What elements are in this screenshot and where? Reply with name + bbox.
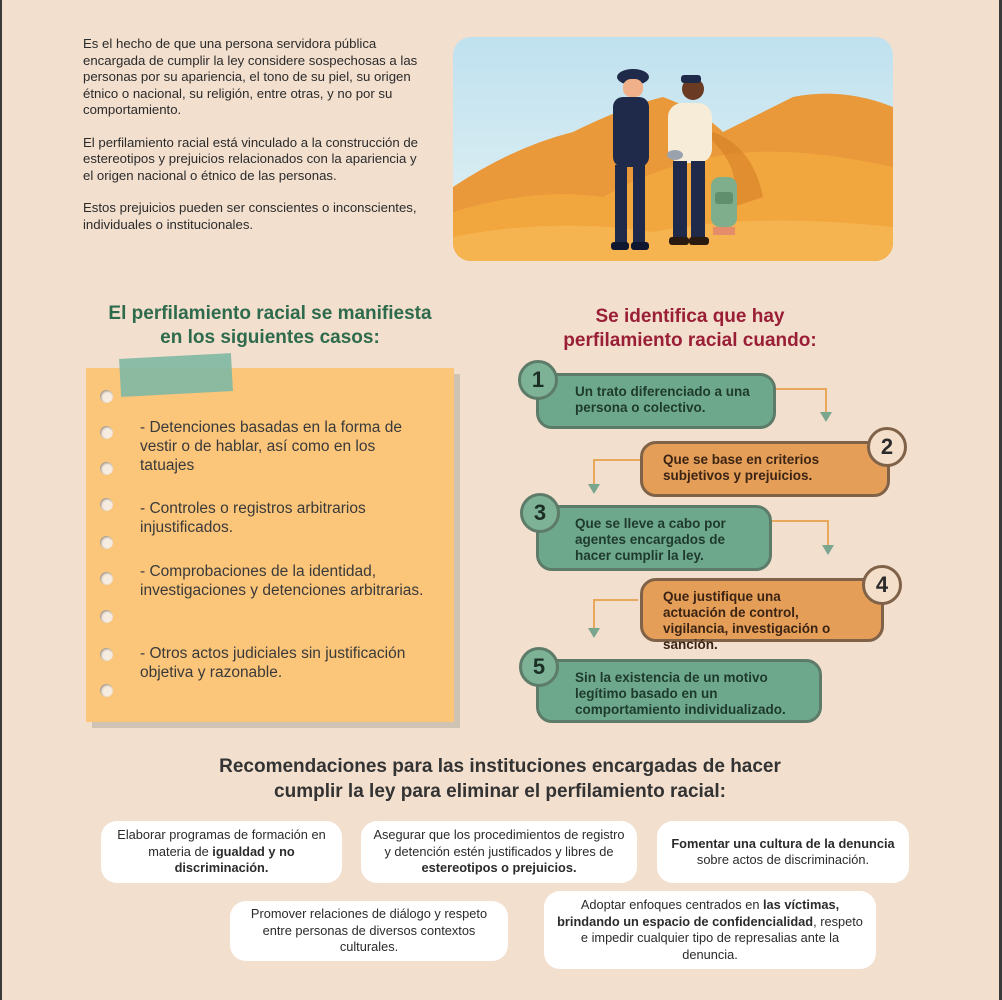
intro-paragraph-1: Es el hecho de que una persona servidora pública encargada de cumplir la ley considere sospechosas a las personas por su apariencia, el tono de su piel, su origen étnico o nacional, su religión, entre otras, y no por su comportamiento. bbox=[83, 36, 418, 117]
step-4-number: 4 bbox=[862, 565, 902, 605]
recommendation-text: sobre actos de discriminación. bbox=[696, 852, 870, 867]
step-5-number: 5 bbox=[519, 647, 559, 687]
case-item: - Comprobaciones de la identidad, investigaciones y detenciones arbitrarias. bbox=[140, 563, 424, 599]
step-3-box bbox=[536, 505, 772, 571]
recommendations-heading-line-1: Recomendaciones para las instituciones encargadas de hacer bbox=[219, 756, 781, 777]
step-5-text: Sin la existencia de un motivo legítimo basado en un comportamiento individualizado. bbox=[575, 670, 786, 717]
recommendation-emphasis: estereotipos o prejuicios. bbox=[421, 860, 577, 876]
step-5-box bbox=[536, 659, 822, 723]
identify-heading-line-1: Se identifica que hay bbox=[595, 306, 785, 327]
step-4-box bbox=[640, 578, 884, 652]
case-item: - Controles o registros arbitrarios injustificados. bbox=[140, 500, 366, 536]
step-4-text: Que justifique una actuación de control, vigilancia, investigación o sanción. bbox=[663, 589, 831, 652]
recommendation-text: Adoptar enfoques centrados en bbox=[580, 897, 763, 912]
case-item: - Detenciones basadas en la forma de vestir o de hablar, así como en los tatuajes bbox=[140, 419, 402, 474]
recommendation-card bbox=[101, 821, 342, 883]
intro-paragraph-3: Estos prejuicios pueden ser conscientes o inconscientes, individuales o institucionales. bbox=[83, 200, 417, 232]
step-2-number: 2 bbox=[867, 427, 907, 467]
recommendation-text: , respeto e impedir cualquier tipo de represalias ante la denuncia. bbox=[580, 913, 863, 962]
intro-paragraph-2: El perfilamiento racial está vinculado a la construcción de estereotipos y prejuicios relacionados con la apariencia y el origen nacional o étnico de las personas. bbox=[83, 134, 418, 183]
step-3-text: Que se lleve a cabo por agentes encargados de hacer cumplir la ley. bbox=[575, 516, 726, 563]
recommendation-emphasis: Fomentar una cultura de la denuncia bbox=[671, 835, 895, 851]
step-1-text: Un trato diferenciado a una persona o colectivo. bbox=[575, 384, 750, 415]
recommendation-text: Promover relaciones de diálogo y respeto entre personas de diversos contextos culturales. bbox=[250, 906, 488, 955]
recommendation-emphasis: las víctimas, brindando un espacio de confidencialidad bbox=[557, 897, 840, 929]
recommendation-card bbox=[230, 901, 508, 961]
cases-heading-line-2: en los siguientes casos: bbox=[160, 327, 380, 348]
step-3-number: 3 bbox=[520, 493, 560, 533]
cases-heading-line-1: El perfilamiento racial se manifiesta bbox=[108, 303, 432, 324]
recommendation-card bbox=[544, 891, 876, 969]
recommendation-emphasis: igualdad y no discriminación. bbox=[174, 843, 295, 876]
step-1-number: 1 bbox=[518, 360, 558, 400]
identify-heading-line-2: perfilamiento racial cuando: bbox=[563, 330, 817, 351]
case-item: - Otros actos judiciales sin justificación objetiva y razonable. bbox=[140, 645, 406, 681]
step-2-box bbox=[640, 441, 890, 497]
recommendation-card bbox=[657, 821, 909, 883]
recommendations-heading-line-2: cumplir la ley para eliminar el perfilamiento racial: bbox=[274, 781, 726, 802]
recommendations-heading bbox=[150, 754, 850, 804]
recommendation-card bbox=[361, 821, 637, 883]
step-2-text: Que se base en criterios subjetivos y prejuicios. bbox=[663, 452, 820, 483]
recommendation-text: Elaborar programas de formación en materia de bbox=[117, 827, 326, 859]
step-1-box bbox=[536, 373, 776, 429]
recommendation-text: Asegurar que los procedimientos de registro y detención estén justificados y libres de bbox=[373, 827, 625, 859]
